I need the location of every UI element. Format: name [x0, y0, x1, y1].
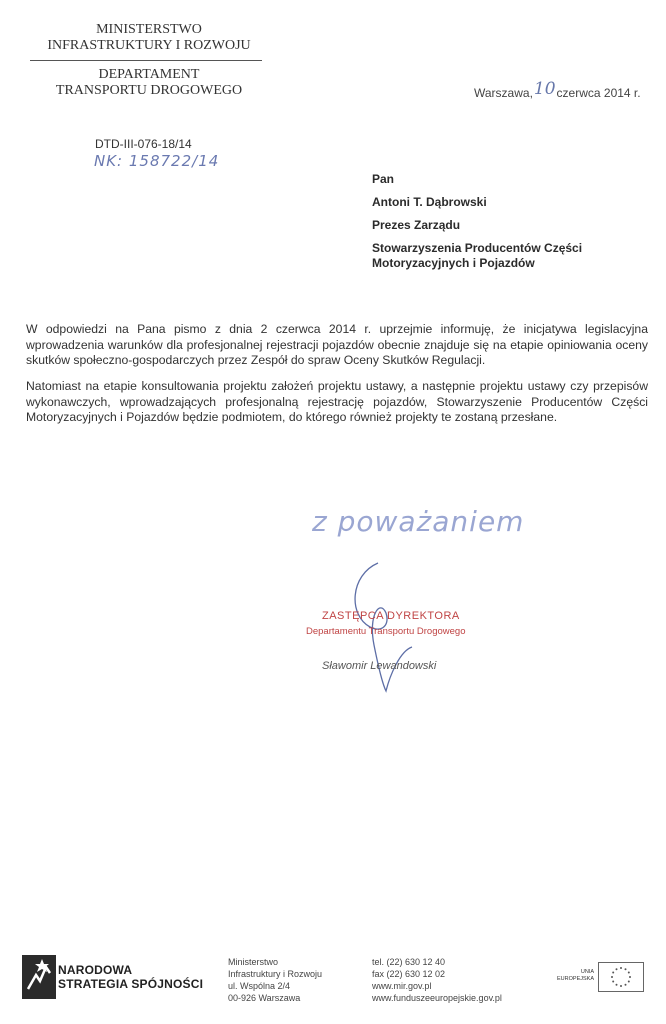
recipient-salutation: Pan	[372, 172, 395, 186]
ministry-line1: MINISTERSTWO	[96, 22, 202, 37]
nss-logo-line1: NARODOWA	[58, 963, 133, 977]
recipient-name: Antoni T. Dąbrowski	[372, 195, 487, 209]
nss-logo-text	[58, 963, 203, 991]
handwritten-closing: z poważaniem	[312, 505, 525, 538]
signatory-department: Departamentu Transportu Drogowego	[306, 626, 466, 637]
place-and-date	[474, 79, 641, 102]
nss-logo-line2: STRATEGIA SPÓJNOŚCI	[58, 977, 204, 991]
footer-fax: fax (22) 630 12 02	[372, 969, 446, 979]
recipient-organization	[372, 241, 582, 271]
footer-contact	[372, 956, 502, 1004]
eu-label	[554, 969, 594, 983]
recipient-organization-line2: Motoryzacyjnych i Pojazdów	[372, 256, 535, 270]
eu-flag-icon	[598, 962, 644, 992]
department-line1: DEPARTAMENT	[98, 67, 200, 82]
footer-web1[interactable]: www.mir.gov.pl	[372, 981, 432, 991]
date-city: Warszawa,	[474, 86, 533, 100]
eu-label-line2: EUROPEJSKA	[557, 976, 594, 982]
signature-scribble	[330, 555, 440, 695]
handwritten-reference: NK: 158722/14	[94, 152, 220, 170]
date-rest: czerwca 2014 r.	[556, 86, 641, 100]
footer-address-line4: 00-926 Warszawa	[228, 993, 301, 1003]
reference-number: DTD-III-076-18/14	[95, 137, 192, 151]
date-day-handwritten: 10	[533, 79, 556, 99]
eu-label-line1: UNIA	[580, 969, 594, 975]
recipient-organization-line1: Stowarzyszenia Producentów Części	[372, 241, 583, 255]
signatory-title: ZASTĘPCA DYREKTORA	[322, 610, 460, 622]
footer-address-line2: Infrastruktury i Rozwoju	[228, 969, 323, 979]
footer-address-line1: Ministerstwo	[228, 957, 279, 967]
ministry-line2: INFRASTRUKTURY I ROZWOJU	[47, 38, 251, 53]
department-line2: TRANSPORTU DROGOWEGO	[55, 83, 243, 98]
body-paragraph-2: Natomiast na etapie konsultowania projektu założeń projektu ustawy, a następnie projektu ustawy czy przepisów wykonawczych, wprowadzających profesjonalną rejestrację pojazdów, Stowarzyszenie Producentów Części Motoryzacyjnych i Pojazdów będzie podmiotem, do którego również projekty te zostaną przesłane.	[26, 379, 648, 425]
footer-address	[228, 956, 322, 1004]
footer-web2[interactable]: www.funduszeeuropejskie.gov.pl	[372, 993, 502, 1003]
body-paragraph-1: W odpowiedzi na Pana pismo z dnia 2 czerwca 2014 r. uprzejmie informuję, że inicjatywa legislacyjna wprowadzenia warunków dla profesjonalnej rejestracji pojazdów obecnie znajduje się na etapie opiniowania oceny skutków społeczno-gospodarczych przez Zespół do spraw Oceny Skutków Regulacji.	[26, 322, 648, 368]
recipient-role: Prezes Zarządu	[372, 218, 461, 232]
footer-tel: tel. (22) 630 12 40	[372, 957, 446, 967]
ministry-name	[18, 22, 280, 54]
header-divider	[30, 60, 262, 61]
signatory-name: Sławomir Lewandowski	[322, 660, 437, 672]
department-name	[18, 67, 280, 99]
footer-address-line3: ul. Wspólna 2/4	[228, 981, 291, 991]
nss-logo-icon	[22, 955, 56, 999]
